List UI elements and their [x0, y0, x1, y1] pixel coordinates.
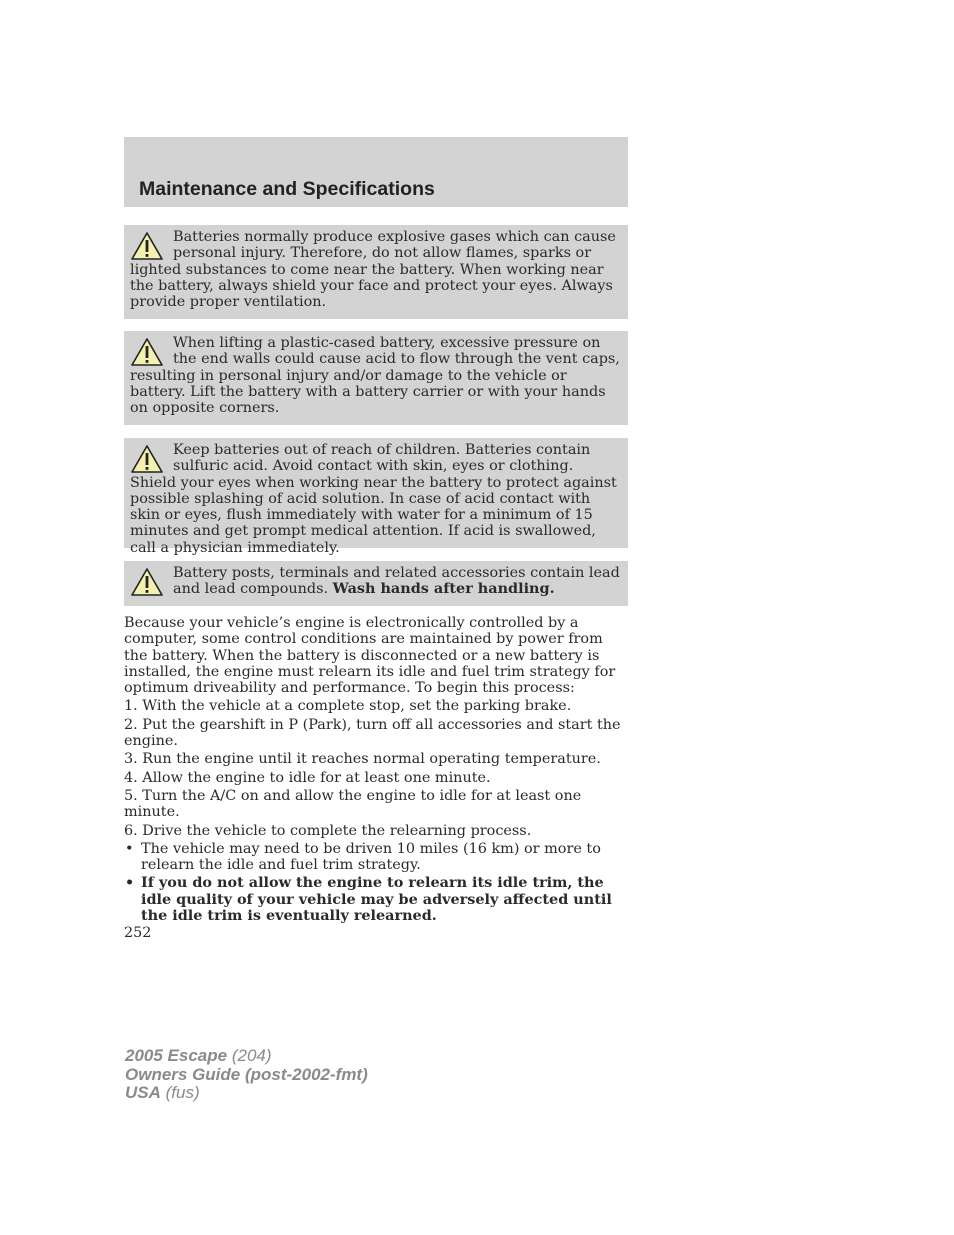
bullet-text: If you do not allow the engine to relearn its idle trim, the idle quality of your vehicle may be adversely affected until the idle trim is eventually relearned.	[141, 874, 612, 925]
footer-line-1	[125, 1047, 368, 1066]
footer-market-code: (fus)	[165, 1083, 200, 1102]
step-1: 1. With the vehicle at a complete stop, set the parking brake.	[124, 698, 572, 715]
page-number: 252	[124, 925, 152, 941]
step-5: 5. Turn the A/C on and allow the engine to idle for at least one minute.	[124, 787, 582, 821]
bullet-text: The vehicle may need to be driven 10 miles (16 km) or more to relearn the idle and fuel trim strategy.	[141, 840, 601, 874]
body-text	[124, 615, 630, 924]
warning-box-lead	[124, 561, 628, 606]
bullet-dot: •	[125, 840, 134, 857]
warning-triangle-icon	[130, 444, 164, 474]
warning-text: Batteries normally produce explosive gases which can cause personal injury. Therefore, do not allow flames, sparks or lighted substances to come near the battery. When working near the battery, always shield your face and protect your eyes. Always provide proper ventilation.	[130, 229, 616, 311]
warning-text-bold: Wash hands after handling.	[332, 580, 555, 598]
footer-guide-type: Owners Guide (post-2002-fmt)	[125, 1064, 368, 1084]
warning-box-children-acid	[124, 438, 628, 556]
section-title: Maintenance and Specifications	[139, 178, 435, 200]
warning-triangle-icon	[130, 337, 164, 367]
warning-text: Keep batteries out of reach of children. Batteries contain sulfuric acid. Avoid contact with skin, eyes or clothing. Shield your eyes when working near the battery to protect against possible splashing of acid solution. In case of acid contact with skin or eyes, flush immediately with water for a minimum of 15 minutes and get prompt medical attention. If acid is swallowed, call a physician immediately.	[130, 442, 617, 556]
document-footer	[125, 1047, 368, 1103]
bullet-item-bold	[124, 875, 630, 924]
warning-box-lifting-battery	[124, 331, 628, 425]
step-3: 3. Run the engine until it reaches normal operating temperature.	[124, 751, 601, 768]
bullet-item	[124, 841, 630, 874]
footer-model-code: (204)	[231, 1046, 272, 1065]
step-2: 2. Put the gearshift in P (Park), turn off all accessories and start the engine.	[124, 716, 621, 750]
warning-text: When lifting a plastic-cased battery, excessive pressure on the end walls could cause acid to flow through the vent caps, resulting in personal injury and/or damage to the vehicle or battery. Lift the battery with a battery carrier or with your hands on opposite corners.	[130, 335, 620, 417]
bullet-dot: •	[125, 874, 135, 892]
section-header	[124, 137, 628, 207]
intro-paragraph: Because your vehicle’s engine is electronically controlled by a computer, some control conditions are maintained by power from the battery. When the battery is disconnected or a new battery is installed, the engine must relearn its idle and fuel trim strategy for optimum driveability and performance. To begin this process:	[124, 615, 616, 697]
warning-triangle-icon	[130, 567, 164, 597]
warning-triangle-icon	[130, 231, 164, 261]
warning-text	[130, 565, 620, 598]
footer-model: 2005 Escape	[125, 1046, 228, 1065]
footer-line-2	[125, 1066, 368, 1085]
warning-text-regular: Battery posts, terminals and related accessories contain lead and lead compounds.	[173, 565, 620, 598]
warning-box-explosive-gases	[124, 225, 628, 319]
step-4: 4. Allow the engine to idle for at least one minute.	[124, 769, 491, 786]
footer-market: USA	[125, 1083, 161, 1102]
footer-line-3	[125, 1084, 368, 1103]
step-6: 6. Drive the vehicle to complete the relearning process.	[124, 822, 532, 839]
